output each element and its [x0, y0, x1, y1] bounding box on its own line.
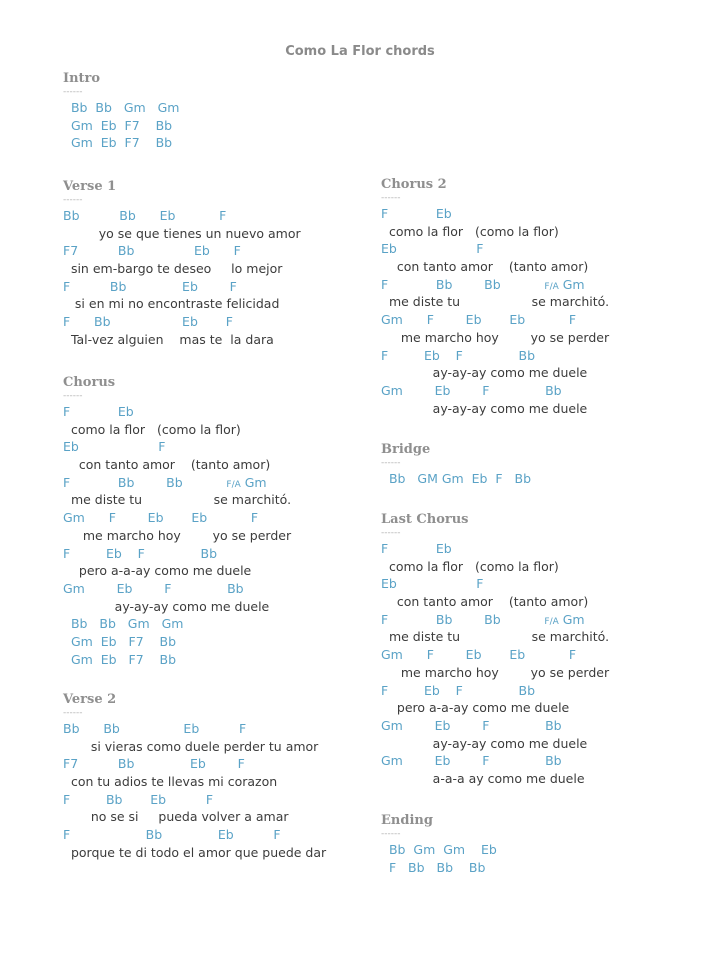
section-intro [63, 70, 373, 178]
lyric-line: ay-ay-ay como me duele [381, 365, 588, 381]
chord-line: Bb Bb Gm Gm [63, 616, 184, 632]
right-column-body [381, 176, 681, 876]
chord-line: Eb F [381, 241, 484, 257]
section-chorus-2-body [381, 176, 681, 441]
chord-line: Gm F Eb Eb F [381, 312, 577, 328]
chord-line: F7 Bb Eb F [63, 243, 241, 259]
chord-line: Gm Eb F Bb [381, 753, 562, 769]
chord-line: F Eb F Bb [381, 682, 536, 698]
chord-line: F Eb [381, 206, 452, 221]
chord-line: F Eb F Bb [63, 545, 218, 561]
lyric-line: me diste tu se marchitó. [63, 492, 292, 508]
lyric-line: con tu adios te llevas mi corazon [63, 774, 278, 790]
lyric-line: yo se que tienes un nuevo amor [63, 225, 301, 241]
section-heading: Bridge [381, 442, 431, 457]
lyric-line: Tal-vez alguien mas te la dara [63, 331, 274, 347]
lyric-line: ay-ay-ay como me duele [381, 735, 588, 751]
lyric-line: ay-ay-ay como me duele [381, 400, 588, 416]
page-title [0, 44, 720, 59]
lyric-line: me marcho hoy yo se perder [381, 664, 610, 680]
lyric-line: con tanto amor (tanto amor) [381, 259, 589, 275]
chord-line: F Bb Eb F [63, 314, 233, 330]
chord-line: Gm Eb F Bb [63, 580, 244, 596]
chord-line: Gm Eb F7 Bb [63, 633, 177, 649]
lyric-line: me diste tu se marchitó. [381, 629, 610, 645]
page-title-text: Como La Flor chords [285, 44, 435, 59]
chord-line: Gm Eb F Bb [381, 382, 562, 398]
chord-line: F Bb Bb Bb [381, 859, 486, 875]
chord-line: Gm F Eb Eb F [381, 647, 577, 663]
chord-line: Bb Bb Gm Gm [63, 100, 180, 115]
section-heading: Chorus 2 [381, 177, 447, 192]
chord-line: Gm Eb F7 Bb [63, 651, 177, 667]
chord-line: Bb Bb Eb F [63, 721, 247, 736]
chord-line: Eb F [63, 439, 166, 455]
chord-line: F Bb Eb F [63, 278, 237, 294]
chord-line: Gm F Eb Eb F [63, 510, 259, 526]
section-divider: ------ [63, 391, 83, 401]
section-divider: ------ [381, 829, 401, 839]
lyric-line: como la flor (como la flor) [381, 558, 559, 574]
section-chorus [63, 374, 373, 691]
lyric-line: con tanto amor (tanto amor) [63, 457, 271, 473]
lyric-line: me diste tu se marchitó. [381, 294, 610, 310]
lyric-line: si en mi no encontraste felicidad [63, 296, 280, 312]
chord-line: F Bb Bb F/A Gm [381, 276, 585, 292]
section-heading: Last Chorus [381, 512, 469, 527]
section-divider: ------ [63, 708, 83, 718]
chord-line: Gm Eb F Bb [381, 717, 562, 733]
chord-line: F Eb F Bb [381, 347, 536, 363]
lyric-line: sin em-bargo te deseo lo mejor [63, 261, 283, 277]
section-verse-2 [63, 691, 373, 862]
lyric-line: a-a-a ay como me duele [381, 770, 585, 786]
chord-line: Eb F [381, 576, 484, 592]
chord-line: F Bb Bb F/A Gm [381, 611, 585, 627]
chord-line: Bb Bb Eb F [63, 208, 227, 223]
lyric-line: no se si pueda volver a amar [63, 809, 289, 825]
lyric-line: pero a-a-ay como me duele [63, 563, 252, 579]
section-divider: ------ [381, 458, 401, 468]
section-heading: Ending [381, 813, 433, 828]
chord-line: Gm Eb F7 Bb [63, 117, 173, 133]
section-last-chorus [381, 511, 681, 812]
lyric-line: porque te di todo el amor que puede dar [63, 844, 327, 860]
chord-line: Bb Gm Gm Eb [381, 842, 497, 857]
chord-line: F Eb [381, 541, 452, 556]
lyric-line: si vieras como duele perder tu amor [63, 738, 319, 754]
chord-line: F Eb [63, 404, 134, 419]
chord-line: F Bb Bb F/A Gm [63, 474, 267, 490]
section-divider: ------ [381, 193, 401, 203]
section-verse-1 [63, 178, 373, 374]
lyric-line: como la flor (como la flor) [63, 421, 241, 437]
section-bridge [381, 441, 681, 511]
section-divider: ------ [63, 87, 83, 97]
section-heading: Verse 1 [63, 179, 117, 194]
chord-line: F Bb Eb F [63, 791, 214, 807]
section-ending [381, 812, 681, 876]
chord-line: F7 Bb Eb F [63, 756, 245, 772]
lyric-line: ay-ay-ay como me duele [63, 598, 270, 614]
lyric-line: me marcho hoy yo se perder [63, 527, 292, 543]
section-heading: Intro [63, 71, 101, 86]
lyric-line: como la flor (como la flor) [381, 223, 559, 239]
section-divider: ------ [381, 528, 401, 538]
chord-line: F Bb Eb F [63, 827, 281, 843]
lyric-line: me marcho hoy yo se perder [381, 329, 610, 345]
section-heading: Verse 2 [63, 692, 117, 707]
section-divider: ------ [63, 195, 83, 205]
section-heading: Chorus [63, 375, 116, 390]
left-column [63, 70, 373, 862]
lyric-line: pero a-a-ay como me duele [381, 700, 570, 716]
lyric-line: con tanto amor (tanto amor) [381, 594, 589, 610]
chord-line: Gm Eb F7 Bb [63, 135, 173, 151]
chord-line: Bb GM Gm Eb F Bb [381, 471, 532, 486]
